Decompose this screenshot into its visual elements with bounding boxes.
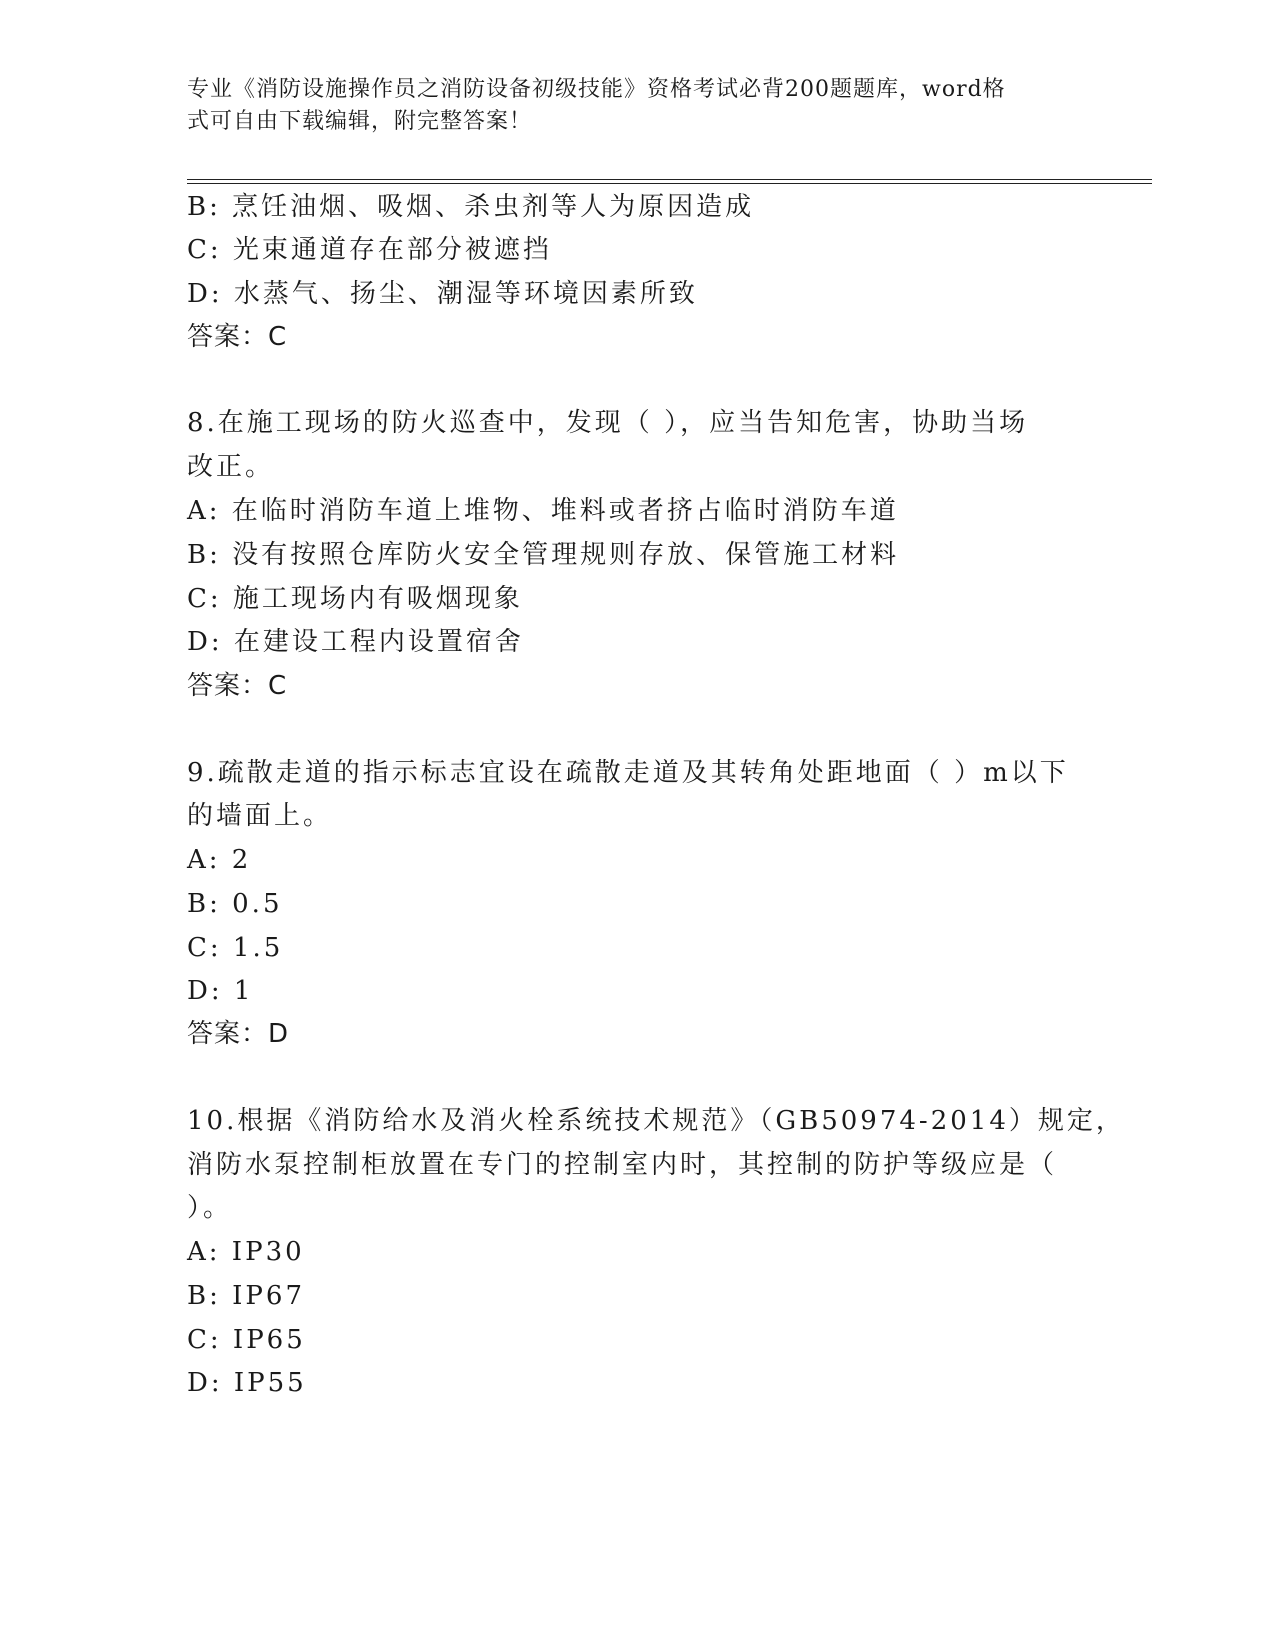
question-9-text: 9.疏散走道的指示标志宜设在疏散走道及其转角处距地面（ ）m以下	[187, 758, 1069, 788]
option-d: D: 水蒸气、扬尘、潮湿等环境因素所致	[187, 279, 698, 309]
question-9-option-a: A: 2	[187, 845, 252, 875]
question-8-option-c: C: 施工现场内有吸烟现象	[187, 584, 523, 614]
question-10-text-cont: 消防水泵控制柜放置在专门的控制室内时，其控制的防护等级应是（	[187, 1150, 1058, 1180]
question-8-option-a: A: 在临时消防车道上堆物、堆料或者挤占临时消防车道	[187, 496, 899, 526]
document-header	[187, 74, 1067, 138]
header-line-2: 式可自由下载编辑，附完整答案！	[187, 109, 533, 134]
question-9-option-c: C: 1.5	[187, 933, 284, 963]
question-8-text: 8.在施工现场的防火巡查中，发现（ ），应当告知危害，协助当场	[187, 408, 1029, 438]
question-9-text-cont: 的墙面上。	[187, 801, 333, 831]
header-rule-top	[187, 179, 1152, 180]
question-10-option-a: A: IP30	[187, 1237, 305, 1267]
question-10-option-d: D: IP55	[187, 1368, 307, 1398]
question-9-option-b: B: 0.5	[187, 889, 283, 919]
question-10-text-cont-2: ）。	[187, 1193, 233, 1223]
question-8-option-d: D: 在建设工程内设置宿舍	[187, 627, 524, 657]
question-8-text-cont: 改正。	[187, 452, 275, 482]
question-10-option-b: B: IP67	[187, 1281, 305, 1311]
answer-label: 答案：C	[187, 322, 288, 352]
question-9-answer: 答案：D	[187, 1019, 290, 1049]
header-line-1: 专业《消防设施操作员之消防设备初级技能》资格考试必背200题题库，word格	[187, 77, 1006, 102]
option-c: C: 光束通道存在部分被遮挡	[187, 235, 552, 265]
header-rule-bottom	[187, 183, 1152, 184]
question-8-option-b: B: 没有按照仓库防火安全管理规则存放、保管施工材料	[187, 540, 900, 570]
question-10-text: 10.根据《消防给水及消火栓系统技术规范》（GB50974-2014）规定，	[187, 1106, 1125, 1136]
question-10-option-c: C: IP65	[187, 1325, 306, 1355]
question-9-option-d: D: 1	[187, 976, 254, 1006]
option-b: B: 烹饪油烟、吸烟、杀虫剂等人为原因造成	[187, 192, 755, 222]
question-8-answer: 答案：C	[187, 671, 288, 701]
